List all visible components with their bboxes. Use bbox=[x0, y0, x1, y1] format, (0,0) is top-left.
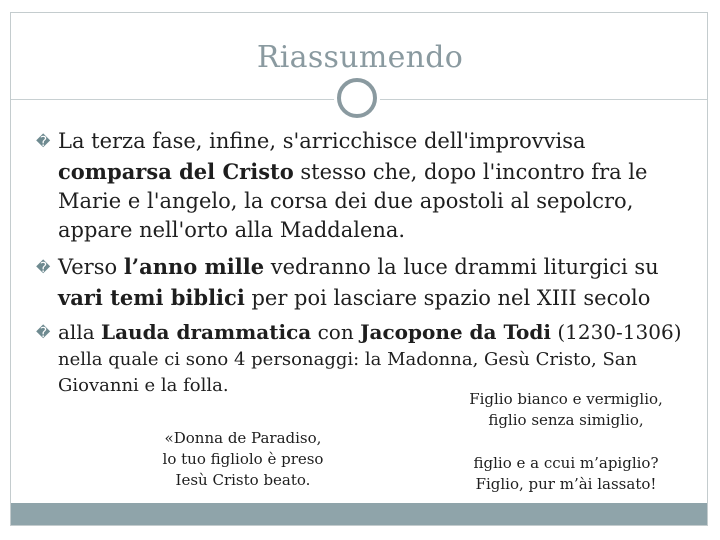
quote-left-line: Iesù Cristo beato. bbox=[175, 471, 311, 489]
bullet-3-emphasis-2: Jacopone da Todi bbox=[360, 320, 551, 344]
quote-right-line: Figlio, pur m’ài lassato! bbox=[475, 475, 657, 493]
footer-bar bbox=[11, 503, 707, 525]
bullet-1-line-2: stesso che, dopo l'incontro fra le bbox=[293, 160, 648, 184]
bullet-1 bbox=[36, 127, 696, 245]
bullet-2-emphasis-2: vari temi biblici bbox=[58, 285, 245, 310]
bullet-1-line-1: La terza fase, infine, s'arricchisce dell'improvvisa bbox=[58, 129, 586, 153]
quote-left bbox=[140, 428, 346, 491]
slide-title: Riassumendo bbox=[256, 40, 464, 75]
bullet-icon: � bbox=[36, 260, 51, 276]
quote-right-top bbox=[456, 389, 676, 431]
quote-left-line: «Donna de Paradiso, bbox=[164, 429, 322, 447]
quote-right-line: figlio senza simiglio, bbox=[488, 411, 644, 429]
bullet-2 bbox=[36, 252, 696, 313]
bullet-2-line-2: per poi lasciare spazio nel XIII secolo bbox=[244, 286, 651, 310]
bullet-3-text-c: (1230-1306) bbox=[550, 320, 682, 344]
quote-right-line: Figlio bianco e vermiglio, bbox=[469, 390, 663, 408]
quote-left-line: lo tuo figliolo è preso bbox=[162, 450, 324, 468]
bullet-3 bbox=[36, 318, 706, 399]
bullet-3-text-a: alla bbox=[58, 320, 101, 344]
bullet-3-emphasis-1: Lauda drammatica bbox=[101, 320, 312, 344]
bullet-1-line-3: Marie e l'angelo, la corsa dei due apostoli al sepolcro, bbox=[58, 189, 634, 213]
bullet-2-text-b: vedranno la luce drammi liturgici su bbox=[264, 255, 659, 279]
bullet-2-emphasis-1: l’anno mille bbox=[123, 254, 265, 279]
bullet-icon: � bbox=[36, 325, 51, 341]
bullet-3-line-2: nella quale ci sono 4 personaggi: la Madonna, Gesù Cristo, San bbox=[58, 349, 638, 370]
quote-right-bottom bbox=[456, 453, 676, 495]
quote-right-line: figlio e a ccui m’apiglio? bbox=[473, 454, 659, 472]
circle-ornament-icon bbox=[337, 78, 377, 118]
bullet-3-text-b: con bbox=[311, 320, 361, 344]
bullet-1-emphasis: comparsa del Cristo bbox=[58, 159, 294, 184]
bullet-1-line-4: appare nell'orto alla Maddalena. bbox=[58, 218, 406, 242]
bullet-icon: � bbox=[36, 134, 51, 150]
bullet-3-line-3: Giovanni e la folla. bbox=[58, 375, 229, 396]
bullet-2-text-a: Verso bbox=[58, 255, 124, 279]
